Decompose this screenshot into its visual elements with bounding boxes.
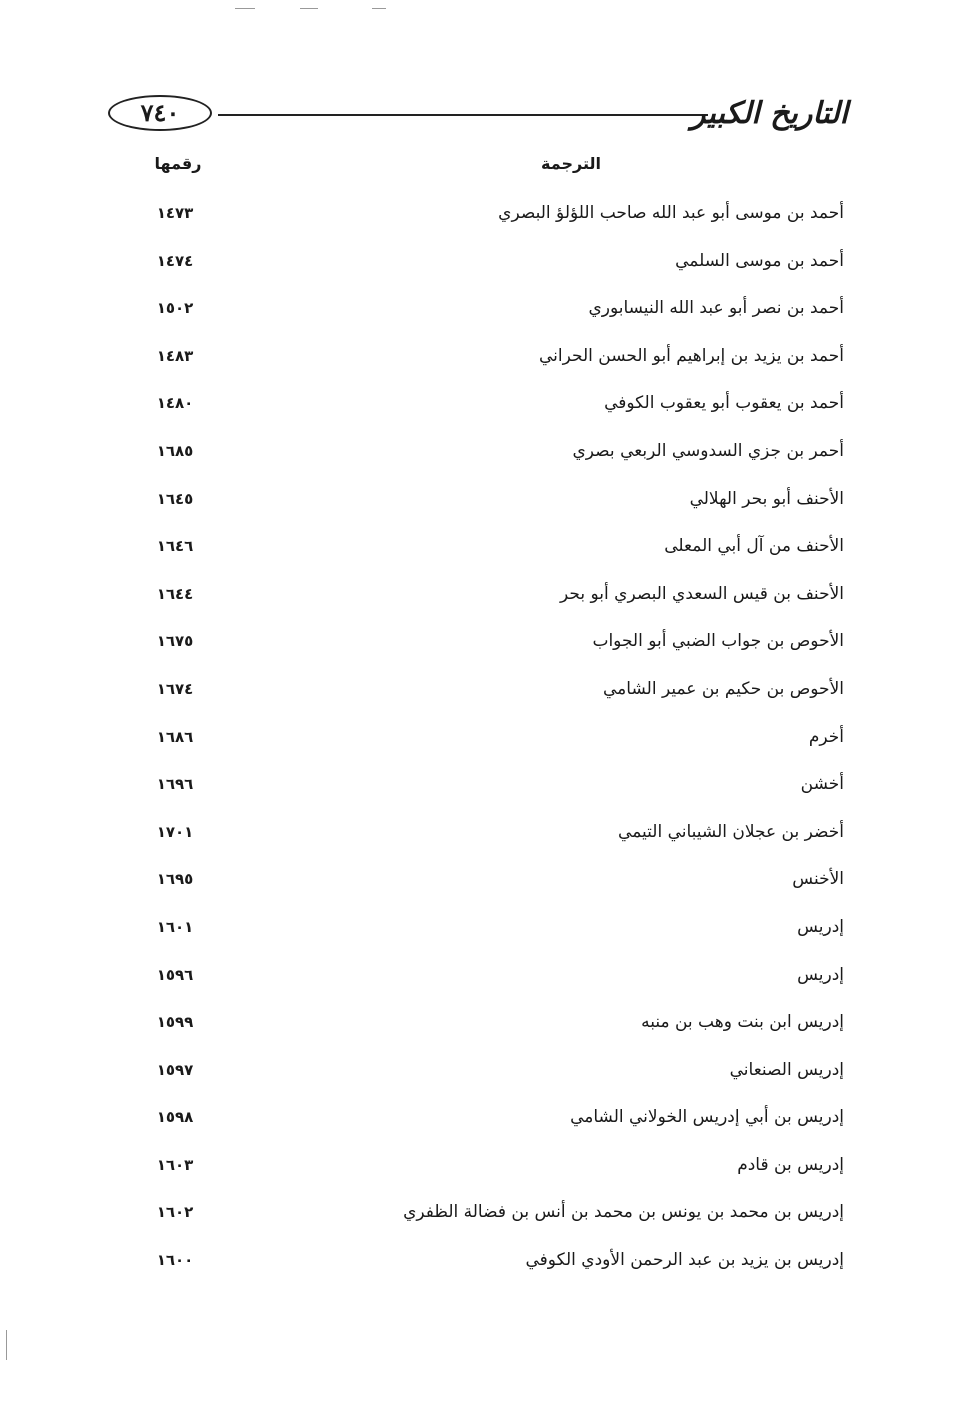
list-item <box>140 618 850 666</box>
scan-artifact <box>300 8 318 9</box>
list-item <box>140 333 850 381</box>
list-item <box>140 904 850 952</box>
entry-number: ١٦٧٥ <box>156 632 194 651</box>
entry-name: إدريس بن محمد بن يونس بن محمد بن أنس بن فضالة الظفري <box>403 1202 844 1223</box>
list-item <box>140 999 850 1047</box>
scan-artifact <box>6 1330 7 1360</box>
list-item <box>140 809 850 857</box>
entry-number: ١٦٨٦ <box>156 727 194 746</box>
entry-number: ١٧٠١ <box>156 822 194 841</box>
entry-number: ١٥٩٧ <box>156 1060 194 1079</box>
entry-name: الأحنف بن قيس السعدي البصري أبو بحر <box>560 583 844 604</box>
entry-name: أخشن <box>800 774 844 795</box>
list-item <box>140 380 850 428</box>
entry-name: أحمد بن يعقوب أبو يعقوب الكوفي <box>604 393 844 414</box>
entry-number: ١٦٧٤ <box>156 679 194 698</box>
entry-name: إدريس بن قادم <box>737 1154 844 1175</box>
entry-number: ١٦٠١ <box>156 917 194 936</box>
entry-number: ١٥٠٢ <box>156 299 194 318</box>
entry-name: أخضر بن عجلان الشيباني التيمي <box>618 821 844 842</box>
entry-name: إدريس الصنعاني <box>729 1059 844 1080</box>
list-item <box>140 856 850 904</box>
list-item <box>140 285 850 333</box>
entry-number: ١٦٤٦ <box>156 537 194 556</box>
list-item <box>140 428 850 476</box>
entry-number: ١٥٩٦ <box>156 965 194 984</box>
entry-name: الأحنف أبو بحر الهلالي <box>689 488 844 509</box>
entry-number: ١٦٩٥ <box>156 870 194 889</box>
entry-number: ١٦٤٤ <box>156 584 194 603</box>
scan-artifact <box>235 8 255 9</box>
list-item <box>140 1094 850 1142</box>
entry-name: الأحنف من آل أبي المعلى <box>664 536 844 557</box>
list-item <box>140 761 850 809</box>
entry-name: أخرم <box>808 726 844 747</box>
entry-number: ١٦٠٣ <box>156 1155 194 1174</box>
number-column-header: رقمها <box>154 154 202 173</box>
entry-name: إدريس ابن بنت وهب بن منبه <box>641 1012 844 1033</box>
name-column-header: الترجمة <box>541 154 601 173</box>
entry-number: ١٦٠٢ <box>156 1203 194 1222</box>
entry-number: ١٥٩٨ <box>156 1108 194 1127</box>
entry-name: أحمد بن موسى أبو عبد الله صاحب اللؤلؤ البصري <box>498 203 844 223</box>
list-item <box>140 666 850 714</box>
page-header <box>108 92 848 138</box>
entry-name: أحمد بن موسى السلمي <box>675 250 844 271</box>
list-item <box>140 1047 850 1095</box>
list-item <box>140 1237 850 1285</box>
list-item <box>140 523 850 571</box>
scan-artifact <box>372 8 386 9</box>
list-item <box>140 571 850 619</box>
entry-name: إدريس بن يزيد بن عبد الرحمن الأودي الكوفي <box>525 1250 844 1271</box>
entry-name: الأخنس <box>792 869 844 890</box>
entry-number: ١٦٨٥ <box>156 441 194 460</box>
header-rule <box>218 114 708 116</box>
entry-number: ١٤٧٤ <box>156 251 194 270</box>
entry-name: إدريس بن أبي إدريس الخولاني الشامي <box>570 1107 844 1128</box>
entry-number: ١٥٩٩ <box>156 1013 194 1032</box>
entry-number: ١٤٧٣ <box>156 204 194 222</box>
entry-number: ١٤٨٠ <box>156 394 194 413</box>
list-item <box>140 1142 850 1190</box>
entry-name: إدريس <box>797 916 844 937</box>
entry-number: ١٦٠٠ <box>156 1251 194 1270</box>
list-item <box>140 952 850 1000</box>
entry-name: الأحوص بن حكيم بن عمير الشامي <box>603 678 844 699</box>
entry-name: الأحوص بن جواب الضبي أبو الجواب <box>592 631 844 652</box>
list-item <box>140 1189 850 1237</box>
list-item <box>140 714 850 762</box>
book-title: التاريخ الكبير <box>690 96 848 131</box>
entry-name: أحمد بن يزيد بن إبراهيم أبو الحسن الحراني <box>539 345 844 366</box>
entry-name: أحمر بن جزي السدوسي الربعي بصري <box>572 440 844 461</box>
list-item <box>140 190 850 238</box>
page-number: ٧٤٠ <box>108 95 212 131</box>
list-item <box>140 238 850 286</box>
list-item <box>140 476 850 524</box>
entry-number: ١٤٨٣ <box>156 346 194 365</box>
entry-name: أحمد بن نصر أبو عبد الله النيسابوري <box>588 298 844 319</box>
entry-number: ١٦٩٦ <box>156 775 194 794</box>
index-list <box>140 190 850 1285</box>
entry-number: ١٦٤٥ <box>156 489 194 508</box>
entry-name: إدريس <box>797 964 844 985</box>
